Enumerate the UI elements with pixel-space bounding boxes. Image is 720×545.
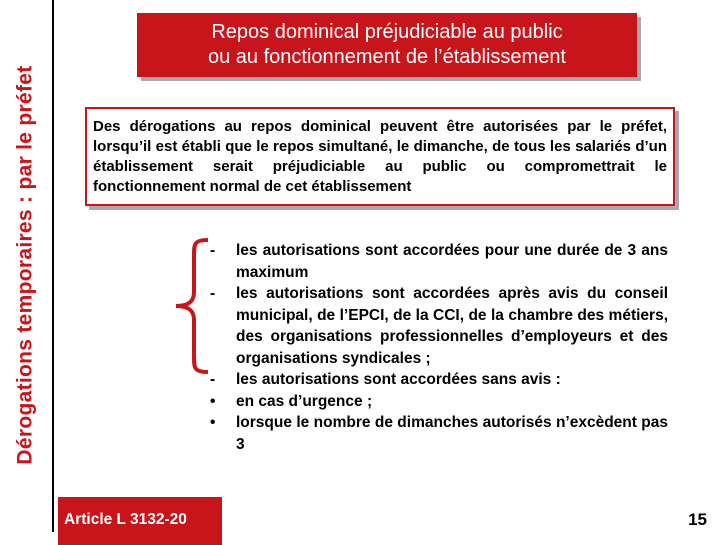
list-marker: -: [210, 242, 216, 259]
side-title: [0, 0, 52, 530]
article-reference: [58, 497, 222, 545]
list-marker: -: [210, 285, 216, 302]
intro-box: [85, 107, 675, 206]
list-item: [210, 283, 668, 369]
page-number: 15: [688, 510, 707, 529]
list-item-text: les autorisations sont accordées après avis du conseil municipal, de l’EPCI, de la CCI, de la chambre des métiers, des organisations professionnelles d’employeurs et des organisations syndicales ;: [236, 285, 668, 367]
list-marker: •: [210, 414, 216, 431]
intro-text: Des dérogations au repos dominical peuvent être autorisées par le préfet, lorsqu’il est établi que le repos simultané, le dimanche, de tous les salariés d’un établissement serait préjudiciable au public ou compromettrait le fonctionnement normal de cet établissement: [93, 118, 667, 195]
list-item: [210, 369, 668, 391]
slide-title: [137, 13, 637, 77]
brace-icon: [172, 236, 212, 376]
slide-title-line-2: ou au fonctionnement de l’établissement: [207, 46, 566, 68]
list-marker: -: [210, 371, 216, 388]
article-reference-text: Article L 3132-20: [64, 511, 187, 528]
side-title-text: Dérogations temporaires : par le préfet: [14, 65, 38, 465]
list-item-text: lorsque le nombre de dimanches autorisés n’excèdent pas 3: [236, 414, 668, 453]
list-item: [210, 391, 668, 413]
list-item: [210, 240, 668, 283]
slide-title-line-1: Repos dominical préjudiciable au public: [211, 21, 563, 43]
list-marker: •: [210, 392, 216, 410]
list-item-text: en cas d’urgence ;: [236, 392, 373, 410]
side-divider: [52, 0, 54, 532]
list-item-text: les autorisations sont accordées sans avis :: [236, 371, 561, 388]
conditions-list: [210, 240, 668, 455]
list-item-text: les autorisations sont accordées pour une durée de 3 ans maximum: [236, 242, 668, 281]
list-item: [210, 412, 668, 455]
